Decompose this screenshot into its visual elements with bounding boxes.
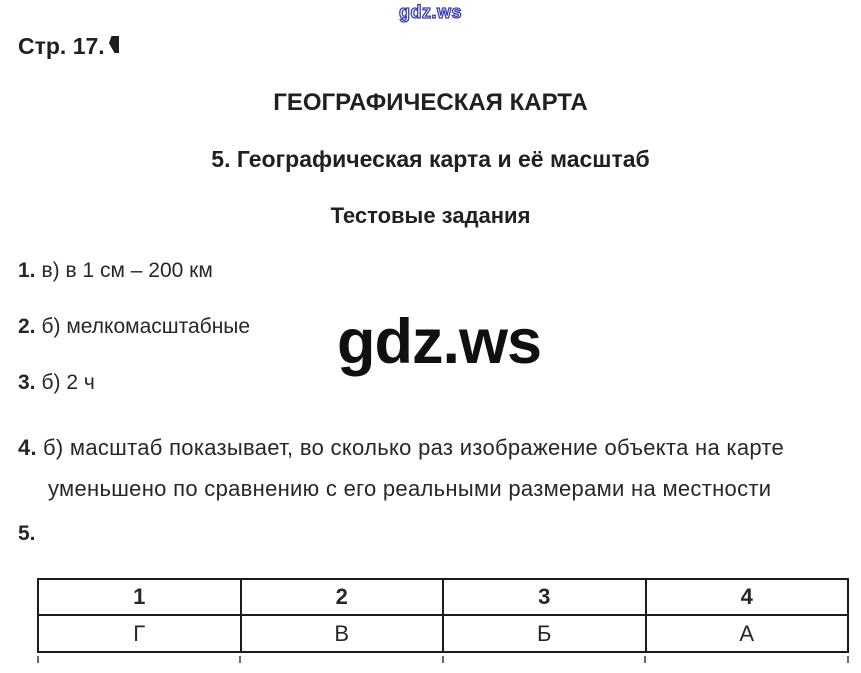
table-value-cell-3: Б [443, 615, 646, 652]
table-header-cell-4: 4 [646, 579, 849, 615]
table-value-cell-1: Г [38, 615, 241, 652]
answer-1 [18, 259, 213, 283]
answer-1-number: 1. [18, 259, 36, 282]
answers-table-header-row [38, 579, 848, 615]
table-header-cell-2: 2 [241, 579, 444, 615]
table-border-stub [37, 656, 39, 663]
answer-2-number: 2. [18, 315, 36, 338]
cut-letter-fragment [109, 36, 119, 53]
answer-5-number: 5. [18, 522, 36, 545]
answer-4-text-line-1: б) масштаб показывает, во сколько раз изображение объекта на карте [42, 435, 785, 460]
answer-4-line-1 [18, 427, 784, 468]
answers-table [37, 578, 849, 653]
page-reference: Стр. 17. [18, 33, 105, 59]
table-border-stub [442, 656, 444, 663]
watermark-center: gdz.ws [337, 307, 542, 377]
answer-5 [18, 522, 42, 546]
table-value-cell-2: В [241, 615, 444, 652]
table-value-cell-4: А [646, 615, 849, 652]
answer-4-text-line-2: уменьшено по сравнению с его реальными размерами на местности [48, 476, 772, 501]
answer-3 [18, 371, 95, 395]
chapter-title: ГЕОГРАФИЧЕСКАЯ КАРТА [273, 89, 588, 116]
table-header-cell-3: 3 [443, 579, 646, 615]
table-border-stub [644, 656, 646, 663]
table-header-cell-1: 1 [38, 579, 241, 615]
subsection-title: Тестовые задания [330, 203, 531, 228]
table-border-stub [239, 656, 241, 663]
answer-4 [18, 427, 784, 509]
answer-2-text: б) мелкомасштабные [41, 315, 251, 338]
answer-2 [18, 315, 250, 339]
section-title: 5. Географическая карта и её масштаб [211, 146, 650, 172]
answer-4-number: 4. [18, 435, 37, 460]
answer-1-text: в) в 1 см – 200 км [41, 259, 213, 282]
answer-3-text: б) 2 ч [41, 371, 95, 394]
watermark-top: gdz.ws [398, 2, 462, 22]
answers-table-value-row [38, 615, 848, 652]
answer-3-number: 3. [18, 371, 36, 394]
table-border-stub [847, 656, 849, 663]
